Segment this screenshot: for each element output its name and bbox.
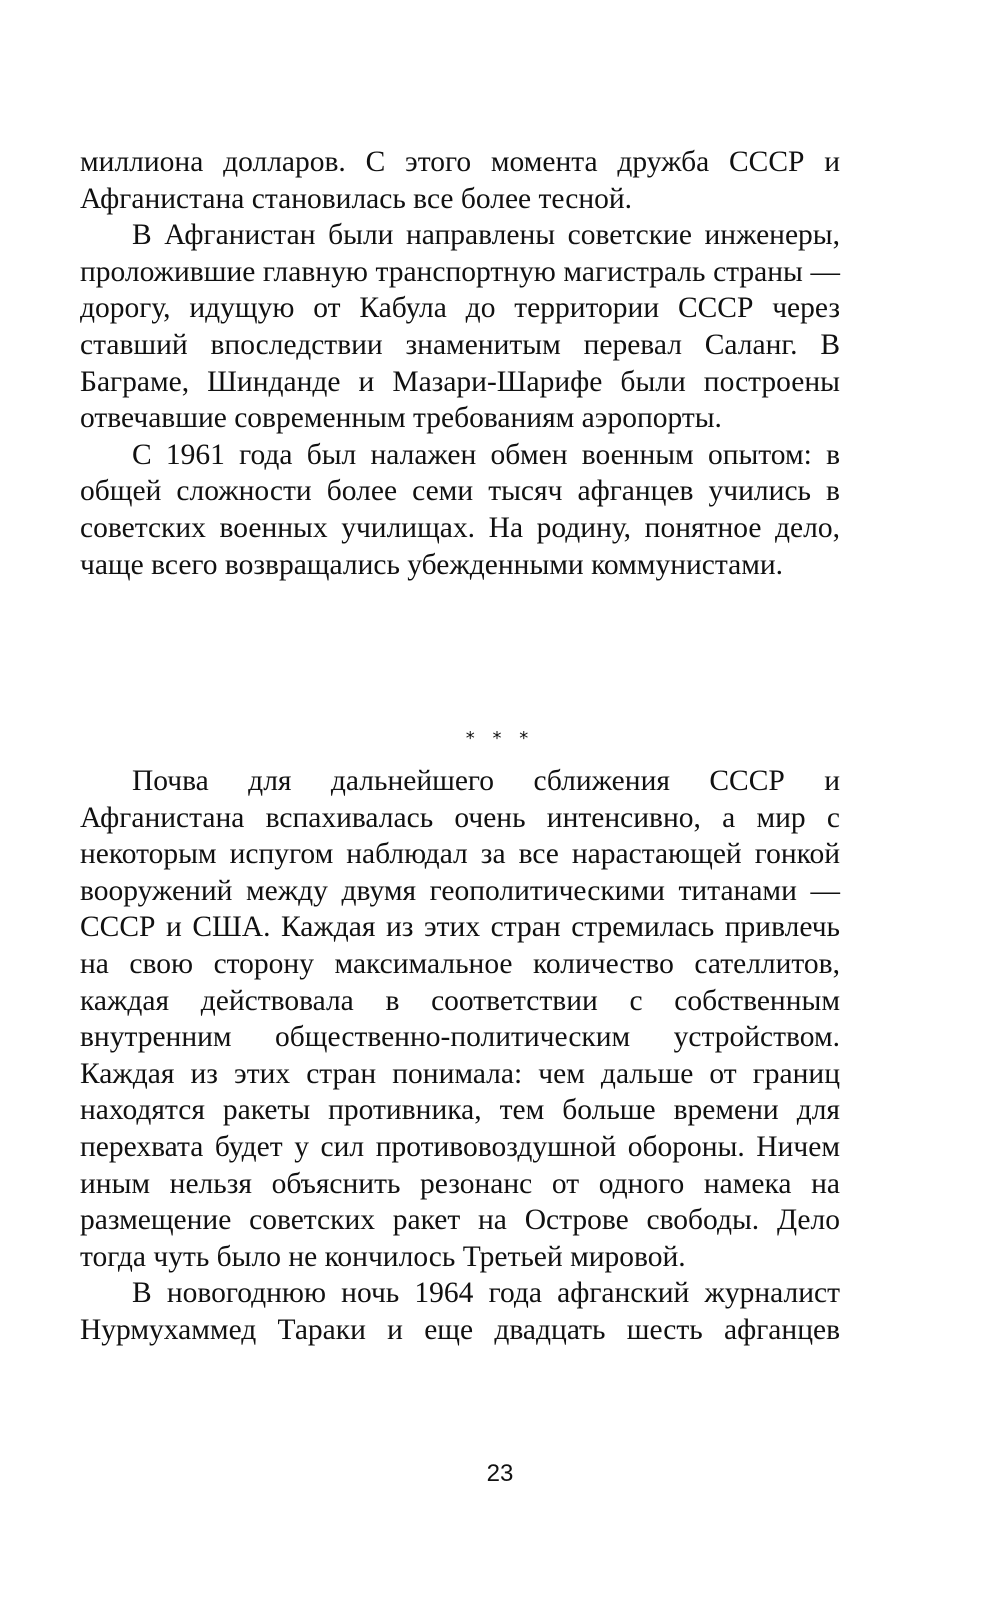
paragraph-continued: миллиона долларов. С этого момента дружба СССР и Афганистана становилась все более тесной. <box>80 146 840 215</box>
text-section-top <box>80 144 840 583</box>
paragraph-military-exchange: С 1961 года был налажен обмен военным опытом: в общей сложности более семи тысяч афганцев учились в советских военных училищах. На родину, понятное дело, чаще всего возвращались убежденными коммунистами. <box>80 438 840 581</box>
section-separator: * * * <box>465 728 535 749</box>
page-number: 23 <box>486 1460 514 1487</box>
paragraph-engineers: В Афганистан были направлены советские инженеры, проложившие главную транспортную магистраль страны — дорогу, идущую от Кабула до территории СССР через ставший впоследствии знаменитым перевал Саланг. В Баграме, Шинданде и Мазари-Шарифе были построены отвечавшие современным требованиям аэропорты. <box>80 219 840 435</box>
text-section-bottom <box>80 763 840 1349</box>
paragraph-arms-race: Почва для дальнейшего сближения СССР и Афганистана вспахивалась очень интенсивно, а мир с некоторым испугом наблюдал за все нарастающей гонкой вооружений между двумя геополитическими титанами — СССР и США. Каждая из этих стран стремилась привлечь на свою сторону максимальное количество сателлитов, каждая действовала в соответствии с собственным внутренним общественно-политическим устройством. Каждая из этих стран понимала: чем дальше от границ находятся ракеты противника, тем больше времени для перехвата будет у сил противовоздушной обороны. Ничем иным нельзя объяснить резонанс от одного намека на размещение советских ракет на Острове свободы. Дело тогда чуть было не кончилось Третьей мировой. <box>80 765 840 1273</box>
paragraph-new-year-1964: В новогоднюю ночь 1964 года афганский журналист Нурмухаммед Тараки и еще двадцать шесть афганцев <box>80 1277 840 1346</box>
